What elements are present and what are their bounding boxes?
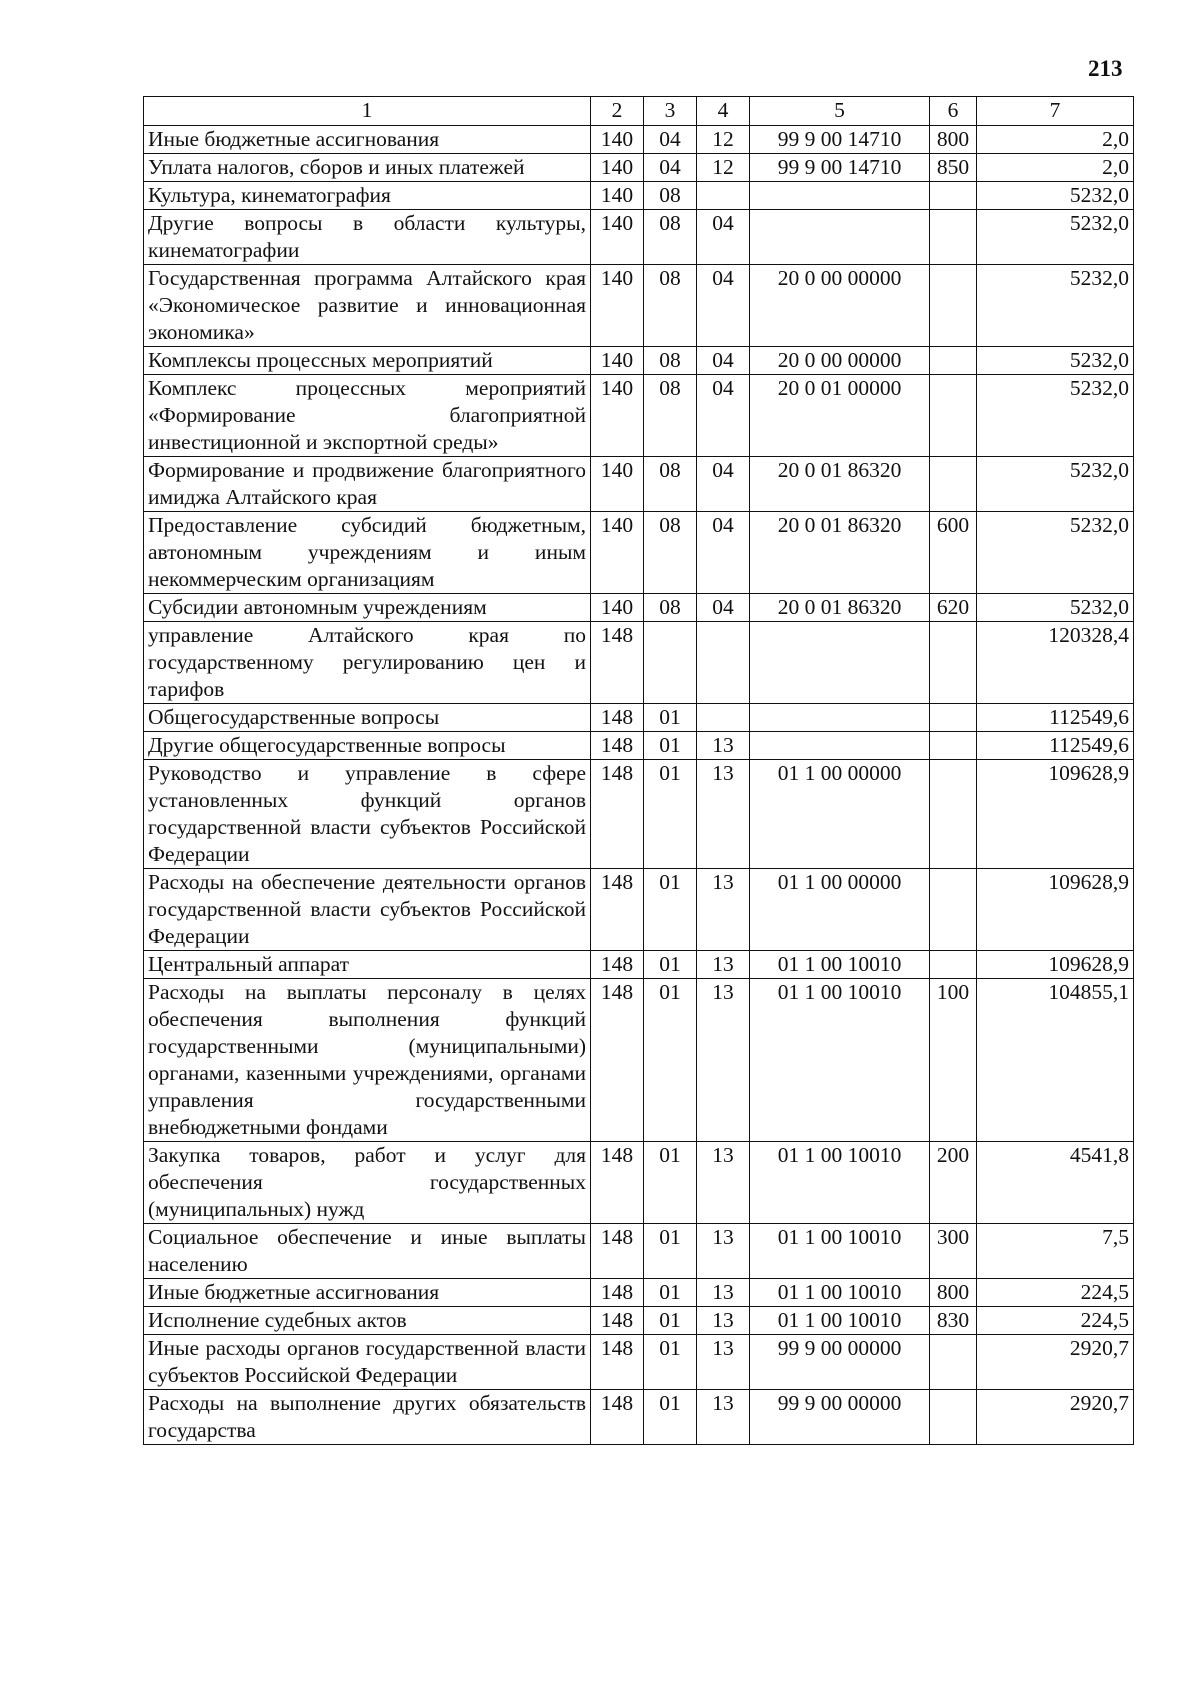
- row-name-cell: Другие вопросы в области культуры, кинематографии: [144, 210, 591, 265]
- row-name-cell: Руководство и управление в сфере установленных функций органов государственной власти субъектов Российской Федерации: [144, 760, 591, 869]
- table-row: [144, 760, 1134, 869]
- subsection-code-cell: 04: [697, 347, 750, 375]
- table-row: [144, 457, 1134, 512]
- ministry-code-cell: 140: [591, 512, 644, 594]
- row-name-cell: Исполнение судебных актов: [144, 1307, 591, 1335]
- subsection-code-cell: 12: [697, 126, 750, 154]
- amount-cell: 5232,0: [977, 210, 1134, 265]
- amount-cell: 120328,4: [977, 622, 1134, 704]
- table-row: [144, 704, 1134, 732]
- subsection-code-cell: 13: [697, 951, 750, 979]
- amount-cell: 224,5: [977, 1279, 1134, 1307]
- ministry-code-cell: 148: [591, 760, 644, 869]
- section-code-cell: 08: [644, 375, 697, 457]
- table-row: [144, 979, 1134, 1142]
- amount-cell: 109628,9: [977, 951, 1134, 979]
- row-name-cell: Комплексы процессных мероприятий: [144, 347, 591, 375]
- column-header: 2: [591, 97, 644, 126]
- expense-type-cell: [930, 347, 977, 375]
- row-name-cell: управление Алтайского края по государственному регулированию цен и тарифов: [144, 622, 591, 704]
- section-code-cell: 01: [644, 1307, 697, 1335]
- row-name-cell: Иные расходы органов государственной власти субъектов Российской Федерации: [144, 1335, 591, 1390]
- target-article-cell: [750, 182, 930, 210]
- target-article-cell: 20 0 01 00000: [750, 375, 930, 457]
- target-article-cell: 01 1 00 10010: [750, 1142, 930, 1224]
- amount-cell: 5232,0: [977, 265, 1134, 347]
- table-row: [144, 210, 1134, 265]
- table-row: [144, 1224, 1134, 1279]
- table-row: [144, 182, 1134, 210]
- subsection-code-cell: 04: [697, 457, 750, 512]
- ministry-code-cell: 148: [591, 1142, 644, 1224]
- row-name-cell: Иные бюджетные ассигнования: [144, 1279, 591, 1307]
- table-row: [144, 512, 1134, 594]
- ministry-code-cell: 140: [591, 347, 644, 375]
- target-article-cell: 99 9 00 00000: [750, 1335, 930, 1390]
- section-code-cell: 01: [644, 732, 697, 760]
- target-article-cell: 20 0 01 86320: [750, 457, 930, 512]
- target-article-cell: 99 9 00 00000: [750, 1390, 930, 1445]
- ministry-code-cell: 140: [591, 375, 644, 457]
- row-name-cell: Уплата налогов, сборов и иных платежей: [144, 154, 591, 182]
- target-article-cell: 01 1 00 10010: [750, 1279, 930, 1307]
- amount-cell: 5232,0: [977, 182, 1134, 210]
- table-row: [144, 375, 1134, 457]
- amount-cell: 112549,6: [977, 704, 1134, 732]
- section-code-cell: 08: [644, 347, 697, 375]
- row-name-cell: Субсидии автономным учреждениям: [144, 594, 591, 622]
- expense-type-cell: [930, 1335, 977, 1390]
- row-name-cell: Центральный аппарат: [144, 951, 591, 979]
- column-header: 1: [144, 97, 591, 126]
- budget-table: [143, 96, 1134, 1445]
- ministry-code-cell: 148: [591, 869, 644, 951]
- target-article-cell: 99 9 00 14710: [750, 154, 930, 182]
- amount-cell: 5232,0: [977, 512, 1134, 594]
- row-name-cell: Государственная программа Алтайского края «Экономическое развитие и инновационная экономика»: [144, 265, 591, 347]
- expense-type-cell: 620: [930, 594, 977, 622]
- target-article-cell: 20 0 00 00000: [750, 347, 930, 375]
- amount-cell: 5232,0: [977, 347, 1134, 375]
- expense-type-cell: [930, 951, 977, 979]
- expense-type-cell: 600: [930, 512, 977, 594]
- table-row: [144, 732, 1134, 760]
- section-code-cell: 08: [644, 210, 697, 265]
- subsection-code-cell: 04: [697, 265, 750, 347]
- column-header: 4: [697, 97, 750, 126]
- table-row: [144, 154, 1134, 182]
- target-article-cell: [750, 732, 930, 760]
- ministry-code-cell: 148: [591, 1390, 644, 1445]
- column-header: 7: [977, 97, 1134, 126]
- section-code-cell: 01: [644, 1279, 697, 1307]
- section-code-cell: 01: [644, 1224, 697, 1279]
- row-name-cell: Другие общегосударственные вопросы: [144, 732, 591, 760]
- subsection-code-cell: 13: [697, 732, 750, 760]
- expense-type-cell: [930, 1390, 977, 1445]
- subsection-code-cell: 13: [697, 979, 750, 1142]
- table-row: [144, 1390, 1134, 1445]
- section-code-cell: 01: [644, 979, 697, 1142]
- expense-type-cell: 200: [930, 1142, 977, 1224]
- subsection-code-cell: 04: [697, 210, 750, 265]
- row-name-cell: Комплекс процессных мероприятий «Формирование благоприятной инвестиционной и экспортной среды»: [144, 375, 591, 457]
- column-header: 3: [644, 97, 697, 126]
- subsection-code-cell: [697, 704, 750, 732]
- expense-type-cell: [930, 704, 977, 732]
- row-name-cell: Расходы на обеспечение деятельности органов государственной власти субъектов Российской Федерации: [144, 869, 591, 951]
- target-article-cell: 20 0 01 86320: [750, 512, 930, 594]
- ministry-code-cell: 140: [591, 154, 644, 182]
- ministry-code-cell: 148: [591, 1335, 644, 1390]
- row-name-cell: Культура, кинематография: [144, 182, 591, 210]
- target-article-cell: 01 1 00 10010: [750, 1307, 930, 1335]
- page-number: 213: [1088, 56, 1123, 81]
- table-row: [144, 869, 1134, 951]
- section-code-cell: 01: [644, 869, 697, 951]
- subsection-code-cell: 13: [697, 760, 750, 869]
- expense-type-cell: [930, 457, 977, 512]
- expense-type-cell: 800: [930, 1279, 977, 1307]
- row-name-cell: Расходы на выполнение других обязательств государства: [144, 1390, 591, 1445]
- ministry-code-cell: 140: [591, 126, 644, 154]
- expense-type-cell: 100: [930, 979, 977, 1142]
- target-article-cell: 01 1 00 00000: [750, 760, 930, 869]
- amount-cell: 224,5: [977, 1307, 1134, 1335]
- subsection-code-cell: 13: [697, 1307, 750, 1335]
- ministry-code-cell: 140: [591, 182, 644, 210]
- ministry-code-cell: 140: [591, 457, 644, 512]
- table-row: [144, 1307, 1134, 1335]
- ministry-code-cell: 148: [591, 704, 644, 732]
- section-code-cell: 01: [644, 951, 697, 979]
- amount-cell: 2920,7: [977, 1335, 1134, 1390]
- section-code-cell: 08: [644, 182, 697, 210]
- ministry-code-cell: 148: [591, 622, 644, 704]
- section-code-cell: 04: [644, 154, 697, 182]
- expense-type-cell: 830: [930, 1307, 977, 1335]
- amount-cell: 104855,1: [977, 979, 1134, 1142]
- target-article-cell: 99 9 00 14710: [750, 126, 930, 154]
- expense-type-cell: [930, 732, 977, 760]
- table-row: [144, 1335, 1134, 1390]
- row-name-cell: Расходы на выплаты персоналу в целях обеспечения выполнения функций государственными (муниципальными) органами, казенными учреждениями, органами управления государственными внебюджетными фондами: [144, 979, 591, 1142]
- target-article-cell: 01 1 00 10010: [750, 951, 930, 979]
- subsection-code-cell: 04: [697, 594, 750, 622]
- target-article-cell: 20 0 00 00000: [750, 265, 930, 347]
- section-code-cell: 08: [644, 512, 697, 594]
- subsection-code-cell: 04: [697, 375, 750, 457]
- expense-type-cell: [930, 182, 977, 210]
- subsection-code-cell: 13: [697, 1390, 750, 1445]
- row-name-cell: Предоставление субсидий бюджетным, автономным учреждениям и иным некоммерческим организациям: [144, 512, 591, 594]
- target-article-cell: [750, 622, 930, 704]
- row-name-cell: Формирование и продвижение благоприятного имиджа Алтайского края: [144, 457, 591, 512]
- expense-type-cell: [930, 622, 977, 704]
- amount-cell: 2,0: [977, 126, 1134, 154]
- table-row: [144, 1142, 1134, 1224]
- table-row: [144, 126, 1134, 154]
- expense-type-cell: 800: [930, 126, 977, 154]
- table-row: [144, 594, 1134, 622]
- table-row: [144, 265, 1134, 347]
- target-article-cell: [750, 210, 930, 265]
- section-code-cell: 01: [644, 1142, 697, 1224]
- subsection-code-cell: 13: [697, 869, 750, 951]
- section-code-cell: 01: [644, 760, 697, 869]
- subsection-code-cell: 13: [697, 1142, 750, 1224]
- amount-cell: 5232,0: [977, 594, 1134, 622]
- section-code-cell: 01: [644, 1390, 697, 1445]
- subsection-code-cell: 13: [697, 1279, 750, 1307]
- target-article-cell: 01 1 00 00000: [750, 869, 930, 951]
- column-header: 6: [930, 97, 977, 126]
- subsection-code-cell: [697, 622, 750, 704]
- amount-cell: 109628,9: [977, 760, 1134, 869]
- target-article-cell: [750, 704, 930, 732]
- table-header-row: [144, 97, 1134, 126]
- section-code-cell: 08: [644, 594, 697, 622]
- subsection-code-cell: 12: [697, 154, 750, 182]
- amount-cell: 4541,8: [977, 1142, 1134, 1224]
- section-code-cell: 01: [644, 704, 697, 732]
- subsection-code-cell: 04: [697, 512, 750, 594]
- target-article-cell: 01 1 00 10010: [750, 1224, 930, 1279]
- table-body: [144, 126, 1134, 1445]
- expense-type-cell: [930, 375, 977, 457]
- ministry-code-cell: 148: [591, 1224, 644, 1279]
- expense-type-cell: 300: [930, 1224, 977, 1279]
- ministry-code-cell: 140: [591, 594, 644, 622]
- section-code-cell: [644, 622, 697, 704]
- amount-cell: 5232,0: [977, 457, 1134, 512]
- row-name-cell: Общегосударственные вопросы: [144, 704, 591, 732]
- ministry-code-cell: 140: [591, 210, 644, 265]
- ministry-code-cell: 140: [591, 265, 644, 347]
- expense-type-cell: [930, 760, 977, 869]
- table-row: [144, 622, 1134, 704]
- table-row: [144, 951, 1134, 979]
- row-name-cell: Закупка товаров, работ и услуг для обеспечения государственных (муниципальных) нужд: [144, 1142, 591, 1224]
- table-row: [144, 1279, 1134, 1307]
- subsection-code-cell: 13: [697, 1224, 750, 1279]
- row-name-cell: Социальное обеспечение и иные выплаты населению: [144, 1224, 591, 1279]
- expense-type-cell: [930, 869, 977, 951]
- ministry-code-cell: 148: [591, 1279, 644, 1307]
- amount-cell: 112549,6: [977, 732, 1134, 760]
- row-name-cell: Иные бюджетные ассигнования: [144, 126, 591, 154]
- section-code-cell: 01: [644, 1335, 697, 1390]
- section-code-cell: 04: [644, 126, 697, 154]
- subsection-code-cell: 13: [697, 1335, 750, 1390]
- amount-cell: 5232,0: [977, 375, 1134, 457]
- ministry-code-cell: 148: [591, 979, 644, 1142]
- ministry-code-cell: 148: [591, 732, 644, 760]
- table-row: [144, 347, 1134, 375]
- expense-type-cell: 850: [930, 154, 977, 182]
- ministry-code-cell: 148: [591, 1307, 644, 1335]
- column-header: 5: [750, 97, 930, 126]
- amount-cell: 2,0: [977, 154, 1134, 182]
- section-code-cell: 08: [644, 265, 697, 347]
- section-code-cell: 08: [644, 457, 697, 512]
- target-article-cell: 01 1 00 10010: [750, 979, 930, 1142]
- target-article-cell: 20 0 01 86320: [750, 594, 930, 622]
- ministry-code-cell: 148: [591, 951, 644, 979]
- amount-cell: 2920,7: [977, 1390, 1134, 1445]
- amount-cell: 7,5: [977, 1224, 1134, 1279]
- expense-type-cell: [930, 210, 977, 265]
- subsection-code-cell: [697, 182, 750, 210]
- amount-cell: 109628,9: [977, 869, 1134, 951]
- expense-type-cell: [930, 265, 977, 347]
